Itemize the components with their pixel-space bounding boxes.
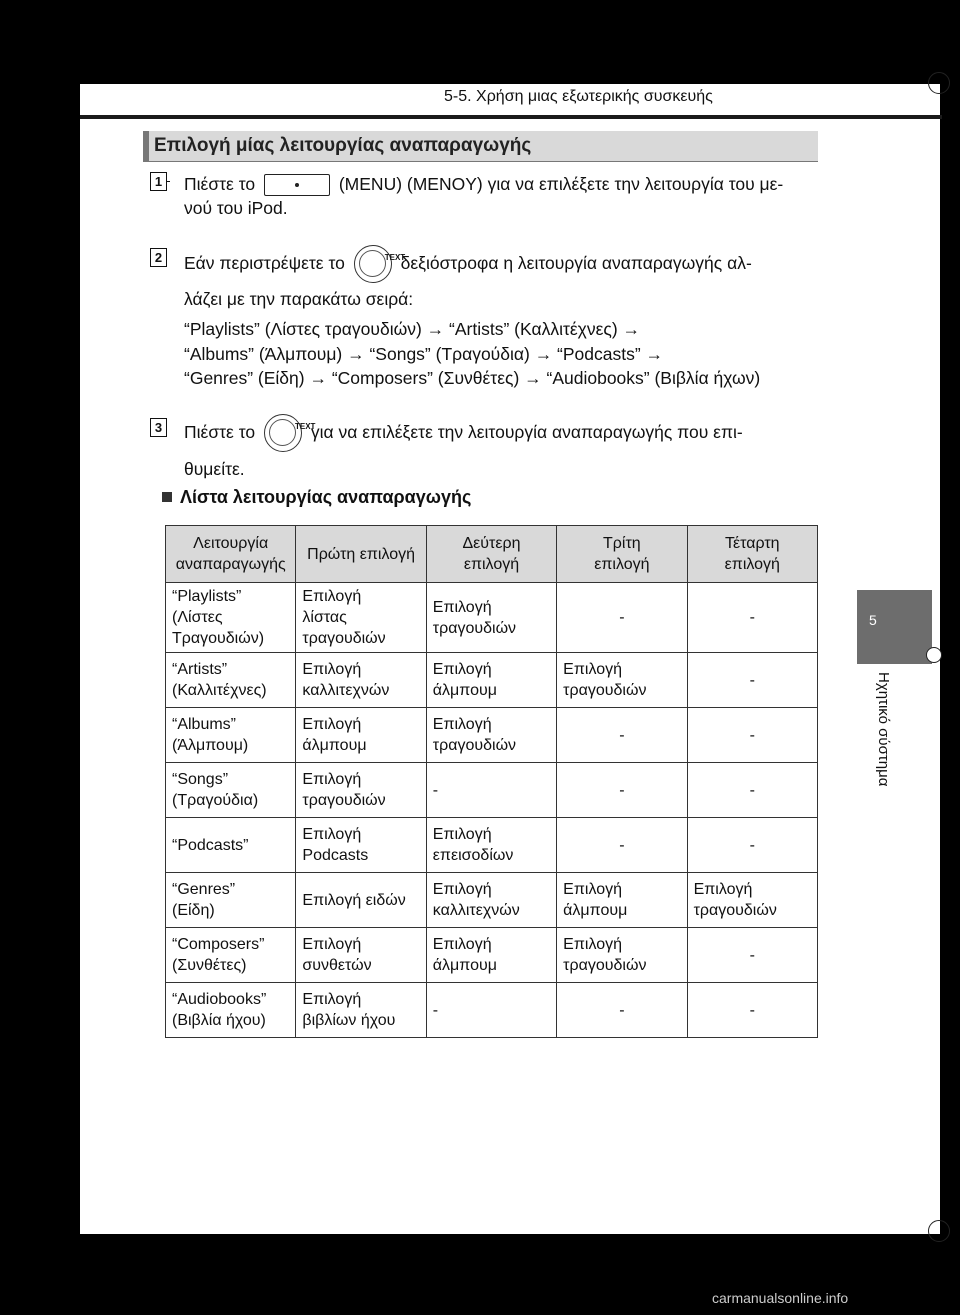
header-line: επιλογή (594, 556, 650, 573)
table-row (166, 928, 818, 983)
tune-knob-icon (264, 414, 316, 452)
cell-line: (Είδη) (172, 902, 215, 919)
step-number-1: 1 (150, 172, 167, 191)
table-cell (687, 818, 817, 873)
table-cell (166, 818, 296, 873)
cell-line: τραγουδιών (563, 682, 647, 699)
column-header (687, 526, 817, 583)
table-cell (296, 708, 426, 763)
step-2-line-1 (184, 243, 752, 283)
cell-line: - (749, 726, 755, 744)
running-head: 5-5. Χρήση μιας εξωτερικής συσκευής (444, 88, 713, 105)
header-line: Πρώτη επιλογή (307, 545, 416, 563)
cell-line: “Songs” (172, 771, 229, 788)
table-cell (166, 763, 296, 818)
corner-mark-top-right (928, 72, 950, 94)
table-cell (426, 983, 556, 1038)
table-cell (426, 653, 556, 708)
table-cell (557, 928, 687, 983)
cell-line: Επιλογή (302, 936, 362, 953)
table-cell (426, 583, 556, 653)
table-cell (687, 583, 817, 653)
step-2-text-b: δεξιόστροφα η λειτουργία αναπαραγωγής αλ- (400, 253, 752, 273)
cell-line: συνθετών (302, 957, 372, 974)
step-3-text-a: Πιέστε το (184, 422, 256, 442)
cell-line: Επιλογή (432, 716, 492, 733)
column-header (557, 526, 687, 583)
cell-line: - (619, 836, 625, 854)
cell-line: - (619, 726, 625, 744)
table-cell (557, 708, 687, 763)
cell-line: - (432, 1001, 439, 1019)
cell-line: “Podcasts” (172, 836, 249, 854)
table-cell (687, 928, 817, 983)
table-cell (426, 818, 556, 873)
cell-line: - (619, 781, 625, 799)
step-3-line-2: θυμείτε. (184, 459, 245, 479)
header-rule (80, 115, 942, 119)
cell-line: - (619, 609, 625, 626)
header-line: Τρίτη (603, 535, 641, 552)
cell-line: Επιλογή (563, 881, 622, 898)
table-row (166, 653, 818, 708)
knob-text-label: TEXT (384, 253, 406, 263)
tune-knob-icon (354, 245, 406, 283)
table-row (166, 583, 818, 653)
header-line: επιλογή (724, 556, 780, 573)
cell-line: “Genres” (172, 881, 236, 898)
cell-line: - (432, 781, 439, 799)
subheading-text: Λίστα λειτουργίας αναπαραγωγής (180, 487, 472, 507)
step-1-text-b: (MENU) (MENOY) για να επιλέξετε την λειτουργία του με- (338, 174, 784, 194)
table-cell (557, 873, 687, 928)
table-row (166, 763, 818, 818)
cell-line: Επιλογή (302, 588, 362, 605)
step-2-text-a: Εάν περιστρέψετε το (184, 253, 345, 273)
cell-line: Επιλογή (432, 881, 492, 898)
cell-line: Επιλογή ειδών (302, 891, 406, 909)
cell-line: Επιλογή (302, 716, 362, 733)
square-bullet-icon (162, 492, 172, 502)
chapter-label: Ηχητικό σύστημα (875, 672, 892, 787)
table-cell (557, 653, 687, 708)
cell-line: Επιλογή (693, 881, 753, 898)
table-cell (166, 983, 296, 1038)
cell-line: τραγουδιών (432, 737, 517, 754)
cell-line: άλμπουμ (302, 737, 367, 754)
column-header (296, 526, 426, 583)
section-title: Επιλογή μίας λειτουργίας αναπαραγωγής (154, 135, 532, 156)
table-cell (296, 983, 426, 1038)
cell-line: - (749, 836, 755, 854)
table-cell (296, 873, 426, 928)
cell-line: - (619, 1001, 625, 1019)
step-number-2: 2 (150, 248, 167, 267)
table-cell (687, 708, 817, 763)
cell-line: τραγουδιών (432, 619, 517, 637)
table-header-row (166, 526, 818, 583)
cell-line: τραγουδιών (302, 630, 386, 647)
corner-mark-bottom-right (928, 1220, 950, 1242)
cell-line: επεισοδίων (432, 847, 514, 864)
cell-line: τραγουδιών (563, 957, 647, 974)
sequence-line-2: “Albums” (Άλμπουμ) → “Songs” (Τραγούδια) → “Podcasts” → (184, 344, 664, 364)
cell-line: - (749, 1001, 755, 1019)
cell-line: - (749, 671, 755, 689)
step-1-line-2: νού του iPod. (184, 198, 288, 218)
header-line: αναπαραγωγής (175, 556, 286, 573)
column-header (426, 526, 556, 583)
cell-line: Επιλογή (302, 771, 362, 788)
table-cell (426, 928, 556, 983)
cell-line: Επιλογή (563, 936, 622, 953)
cell-line: Επιλογή (432, 826, 492, 843)
cell-line: βιβλίων ήχου (302, 1012, 396, 1029)
cell-line: “Composers” (172, 936, 265, 953)
table-row (166, 873, 818, 928)
registration-mark (926, 647, 942, 663)
cell-line: “Playlists” (172, 588, 242, 605)
cell-line: Επιλογή (432, 598, 492, 616)
table-subheading (162, 487, 471, 508)
cell-line: Επιλογή (563, 661, 622, 678)
table-cell (166, 653, 296, 708)
table-cell (166, 873, 296, 928)
header-line: επιλογή (463, 556, 520, 573)
table-row (166, 983, 818, 1038)
cell-line: (Άλμπουμ) (172, 737, 249, 754)
cell-line: - (749, 781, 755, 799)
cell-line: (Βιβλία ήχου) (172, 1012, 266, 1029)
table-cell (166, 928, 296, 983)
table-row (166, 708, 818, 763)
table-cell (296, 928, 426, 983)
cell-line: Επιλογή (302, 661, 362, 678)
table-cell (426, 708, 556, 763)
table-cell (426, 763, 556, 818)
watermark: carmanualsonline.info (712, 1290, 849, 1306)
cell-line: καλλιτεχνών (432, 902, 520, 919)
table-cell (296, 763, 426, 818)
table-cell (687, 653, 817, 708)
cell-line: λίστας (302, 609, 347, 626)
cell-line: “Audiobooks” (172, 991, 267, 1008)
cell-line: άλμπουμ (432, 682, 497, 699)
table-cell (557, 983, 687, 1038)
header-line: Δεύτερη (462, 535, 521, 552)
table-cell (296, 653, 426, 708)
sequence-line-1: “Playlists” (Λίστες τραγουδιών) → “Artists” (Καλλιτέχνες) → (184, 319, 641, 339)
cell-line: καλλιτεχνών (302, 682, 390, 699)
knob-text-label: TEXT (294, 422, 316, 432)
cell-line: - (749, 609, 755, 626)
cell-line: “Albums” (172, 716, 237, 733)
cell-line: (Λίστες (172, 609, 223, 626)
cell-line: Επιλογή (302, 991, 362, 1008)
sequence-line-3: “Genres” (Είδη) → “Composers” (Συνθέτες) → “Audiobooks” (Βιβλία ήχων) (184, 368, 761, 388)
playback-mode-table (165, 525, 818, 1038)
cell-line: άλμπουμ (432, 957, 497, 974)
cell-line: τραγουδιών (302, 792, 386, 809)
step-1-text-a: Πιέστε το (184, 174, 256, 194)
cell-line: τραγουδιών (693, 902, 777, 919)
column-header (166, 526, 296, 583)
cell-line: Τραγουδιών) (172, 630, 265, 647)
table-cell (166, 583, 296, 653)
table-cell (557, 818, 687, 873)
cell-line: (Καλλιτέχνες) (172, 682, 267, 699)
table-cell (296, 818, 426, 873)
table-cell (687, 763, 817, 818)
table-row (166, 818, 818, 873)
cell-line: Podcasts (302, 847, 369, 864)
table-cell (557, 583, 687, 653)
table-cell (687, 873, 817, 928)
cell-line: (Τραγούδια) (172, 792, 259, 809)
header-line: Λειτουργία (193, 535, 269, 552)
step-2-line-2: λάζει με την παρακάτω σειρά: (184, 289, 414, 309)
cell-line: “Artists” (172, 661, 228, 678)
cell-line: Επιλογή (432, 936, 492, 953)
table-cell (296, 583, 426, 653)
table-cell (426, 873, 556, 928)
table-cell (557, 763, 687, 818)
cell-line: Επιλογή (432, 661, 492, 678)
header-line: Τέταρτη (724, 535, 780, 552)
cell-line: Επιλογή (302, 826, 362, 843)
step-3-line-1 (184, 412, 743, 452)
step-3-text-b: για να επιλέξετε την λειτουργία αναπαραγωγής που επι- (310, 422, 743, 442)
chapter-number: 5 (869, 612, 877, 628)
table-cell (687, 983, 817, 1038)
cell-line: (Συνθέτες) (172, 957, 247, 974)
cell-line: άλμπουμ (563, 902, 628, 919)
cell-line: - (749, 946, 755, 964)
table-body (166, 583, 818, 1038)
step-number-3: 3 (150, 418, 167, 437)
table-cell (166, 708, 296, 763)
